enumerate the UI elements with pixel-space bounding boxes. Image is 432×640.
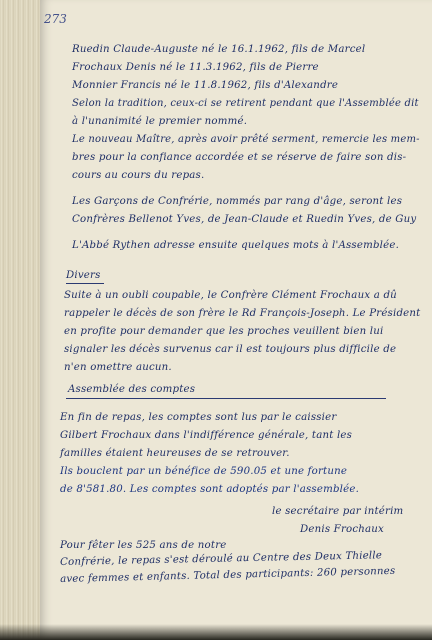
page-number: 273 bbox=[44, 12, 67, 26]
text-line: Le nouveau Maître, après avoir prêté serment, remercie les mem- bbox=[72, 134, 420, 145]
section-heading-comptes: Assemblée des comptes bbox=[68, 384, 196, 395]
heading-underline bbox=[66, 398, 386, 399]
text-line: familles étaient heureuses de se retrouver. bbox=[60, 448, 290, 459]
member-entry-1: Ruedin Claude-Auguste né le 16.1.1962, fils de Marcel bbox=[72, 44, 366, 55]
member-entry-2: Frochaux Denis né le 11.3.1962, fils de Pierre bbox=[72, 62, 319, 73]
text-line: rappeler le décès de son frère le Rd François-Joseph. Le Président bbox=[64, 308, 421, 319]
text-line: L'Abbé Rythen adresse ensuite quelques mots à l'Assemblée. bbox=[72, 240, 400, 251]
text-line: en profite pour demander que les proches veuillent bien lui bbox=[64, 326, 384, 337]
text-line: bres pour la confiance accordée et se réserve de faire son dis- bbox=[72, 152, 407, 163]
text-line: Suite à un oubli coupable, le Confrère Clément Frochaux a dû bbox=[64, 290, 397, 301]
text-line: à l'unanimité le premier nommé. bbox=[72, 116, 248, 127]
text-line: Confrérie, le repas s'est déroulé au Centre des Deux Thielle bbox=[60, 550, 383, 568]
text-line: Confrères Bellenot Yves, de Jean-Claude et Ruedin Yves, de Guy bbox=[72, 214, 417, 225]
section-heading-divers: Divers bbox=[66, 270, 101, 281]
page-stack-edge bbox=[0, 0, 44, 640]
text-line: Pour fêter les 525 ans de notre bbox=[60, 540, 227, 551]
text-line-ballpoint: de 8'581.80. Les comptes sont adoptés par l'assemblée. bbox=[60, 484, 360, 495]
member-entry-3: Monnier Francis né le 11.8.1962, fils d'Alexandre bbox=[72, 80, 339, 91]
signature-title: le secrétaire par intérim bbox=[272, 506, 404, 517]
page-bottom-shadow bbox=[0, 624, 432, 640]
text-line: Selon la tradition, ceux-ci se retirent pendant que l'Assemblée dit bbox=[72, 98, 419, 109]
text-line: avec femmes et enfants. Total des participants: 260 personnes bbox=[60, 565, 396, 585]
text-line: Les Garçons de Confrérie, nommés par rang d'âge, seront les bbox=[72, 196, 403, 207]
text-line: cours au cours du repas. bbox=[72, 170, 205, 181]
text-line: En fin de repas, les comptes sont lus par le caissier bbox=[60, 412, 337, 423]
heading-underline bbox=[66, 283, 104, 284]
text-line: n'en omettre aucun. bbox=[64, 362, 172, 373]
text-line: signaler les décès survenus car il est toujours plus difficile de bbox=[64, 344, 397, 355]
text-line-ballpoint: Ils bouclent par un bénéfice de 590.05 et une fortune bbox=[60, 466, 348, 477]
signature-name: Denis Frochaux bbox=[300, 524, 385, 535]
text-line: Gilbert Frochaux dans l'indifférence générale, tant les bbox=[60, 430, 353, 441]
